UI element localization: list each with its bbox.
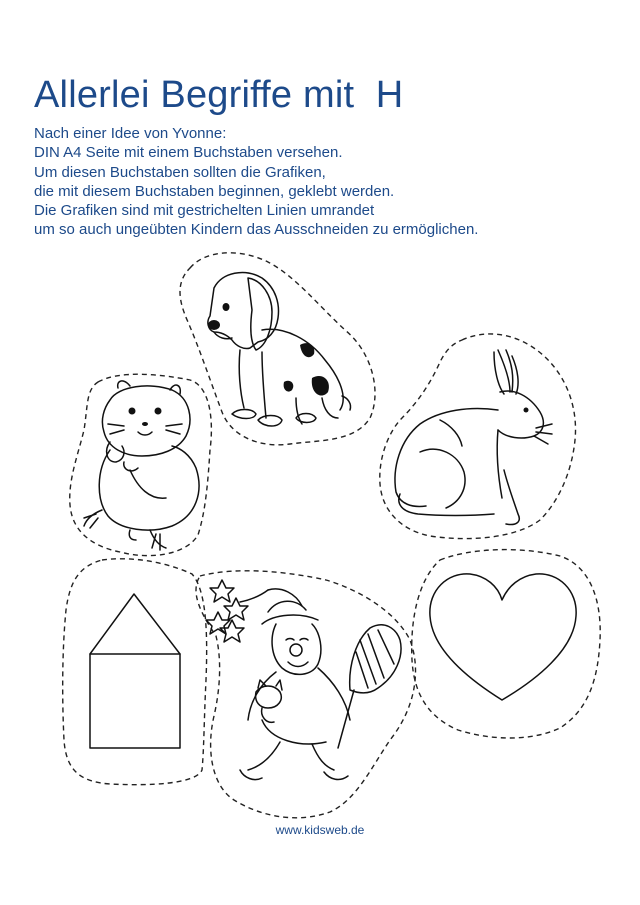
hamster-icon [70,374,212,555]
house-icon [63,559,207,785]
intro-line: DIN A4 Seite mit einem Buchstaben versehen. [34,144,343,162]
intro-line: Um diesen Buchstaben sollten die Grafiken, [34,163,326,181]
footer-url: www.kidsweb.de [275,823,365,837]
hare-icon [380,334,576,539]
dog-icon [180,253,375,445]
intro-line: die mit diesem Buchstaben beginnen, geklebt werden. [34,182,395,200]
heart-icon [412,550,601,738]
intro-line: um so auch ungeübten Kindern das Ausschneiden zu ermöglichen. [34,221,479,239]
witch-icon [196,571,416,818]
intro-line: Die Grafiken sind mit gestrichelten Linien umrandet [34,202,375,220]
page-title: Allerlei Begriffe mit H [34,74,404,116]
intro-line: Nach einer Idee von Yvonne: [34,125,227,142]
